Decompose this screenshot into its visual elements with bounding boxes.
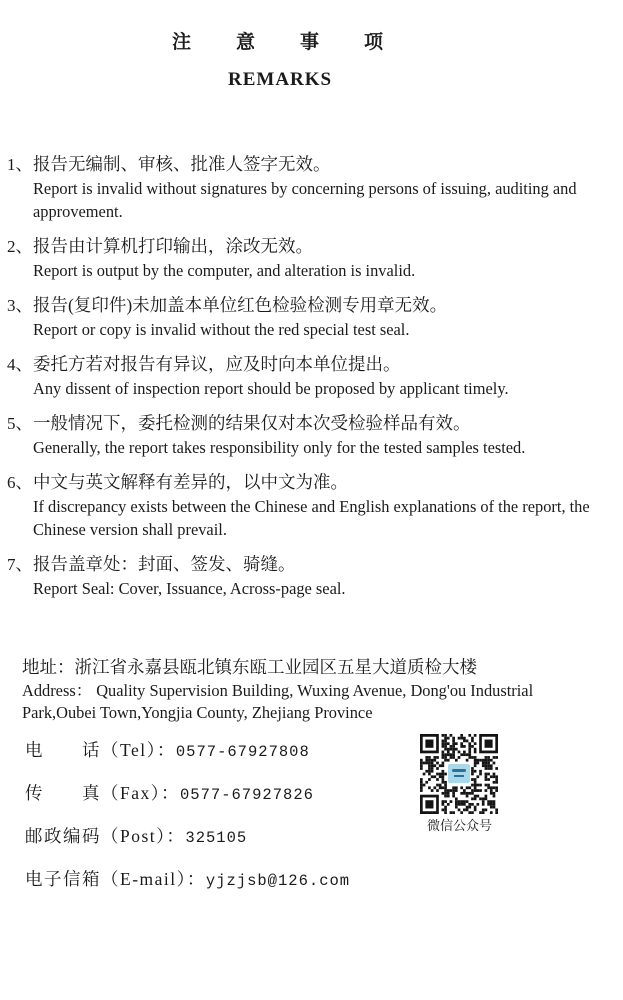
item-number: 3、 <box>7 296 33 315</box>
item-text-english: Report or copy is invalid without the red special test seal. <box>33 320 410 339</box>
address-english: Address： Quality Supervision Building, Wuxing Avenue, Dong'ou Industrial Park,Oubei Town,Yongjia County, Zhejiang Province <box>22 681 534 722</box>
page-title-english: REMARKS <box>228 69 333 90</box>
item-text-chinese: 报告盖章处：封面、签发、骑缝。 <box>33 554 296 574</box>
address-chinese: 地址：浙江省永嘉县瓯北镇东瓯工业园区五星大道质检大楼 <box>22 657 477 677</box>
contact-row-email <box>25 867 623 893</box>
item-text-english: Report is output by the computer, and alteration is invalid. <box>33 261 416 280</box>
tel-value: 0577-67927808 <box>175 743 310 761</box>
remark-item-6 <box>7 470 623 541</box>
remark-item-3 <box>7 293 623 341</box>
item-text-chinese: 一般情况下，委托检测的结果仅对本次受检验样品有效。 <box>33 413 471 433</box>
item-text-english: Generally, the report takes responsibility only for the tested samples tested. <box>33 438 526 457</box>
item-number: 2、 <box>7 237 33 256</box>
contact-info <box>25 738 623 893</box>
post-label: 邮政编码（Post）： <box>25 826 186 846</box>
contact-row-post <box>25 824 623 850</box>
item-number: 5、 <box>7 414 33 433</box>
item-text-chinese: 报告由计算机打印输出，涂改无效。 <box>33 236 313 256</box>
contact-row-fax <box>25 781 623 807</box>
item-text-chinese: 委托方若对报告有异议，应及时向本单位提出。 <box>33 354 401 374</box>
tel-label: 电 话（Tel）： <box>25 740 176 760</box>
email-label: 电子信箱（E-mail）： <box>25 869 206 889</box>
item-number: 7、 <box>7 555 33 574</box>
address-block <box>22 654 600 724</box>
contact-row-tel <box>25 738 623 764</box>
fax-value: 0577-67927826 <box>180 786 314 804</box>
qr-center-logo <box>447 763 471 784</box>
item-number: 6、 <box>7 473 33 492</box>
remark-item-7 <box>7 552 623 600</box>
item-text-chinese: 中文与英文解释有差异的，以中文为准。 <box>33 472 348 492</box>
remarks-list <box>7 152 623 600</box>
qr-caption: 微信公众号 <box>427 818 493 833</box>
remark-item-2 <box>7 234 623 282</box>
remark-item-4 <box>7 352 623 400</box>
email-value: yjzjsb@126.com <box>205 872 351 890</box>
wechat-qr-block <box>420 734 498 833</box>
item-text-chinese: 报告(复印件)未加盖本单位红色检验检测专用章无效。 <box>33 295 448 315</box>
post-value: 325105 <box>185 829 248 847</box>
page-title-chinese: 注意事项 <box>172 32 429 53</box>
item-text-chinese: 报告无编制、审核、批准人签字无效。 <box>33 154 331 174</box>
item-text-english: Report Seal: Cover, Issuance, Across-page seal. <box>33 579 346 598</box>
item-text-english: Report is invalid without signatures by concerning persons of issuing, auditing and approvement. <box>33 179 577 221</box>
item-text-english: Any dissent of inspection report should be proposed by applicant timely. <box>33 379 509 398</box>
remark-item-5 <box>7 411 623 459</box>
remark-item-1 <box>7 152 623 223</box>
fax-label: 传 真（Fax）： <box>25 783 180 803</box>
item-number: 4、 <box>7 355 33 374</box>
item-number: 1、 <box>7 155 33 174</box>
item-text-english: If discrepancy exists between the Chinese and English explanations of the report, the Chinese version shall prevail. <box>33 497 590 539</box>
page-header <box>0 30 623 92</box>
